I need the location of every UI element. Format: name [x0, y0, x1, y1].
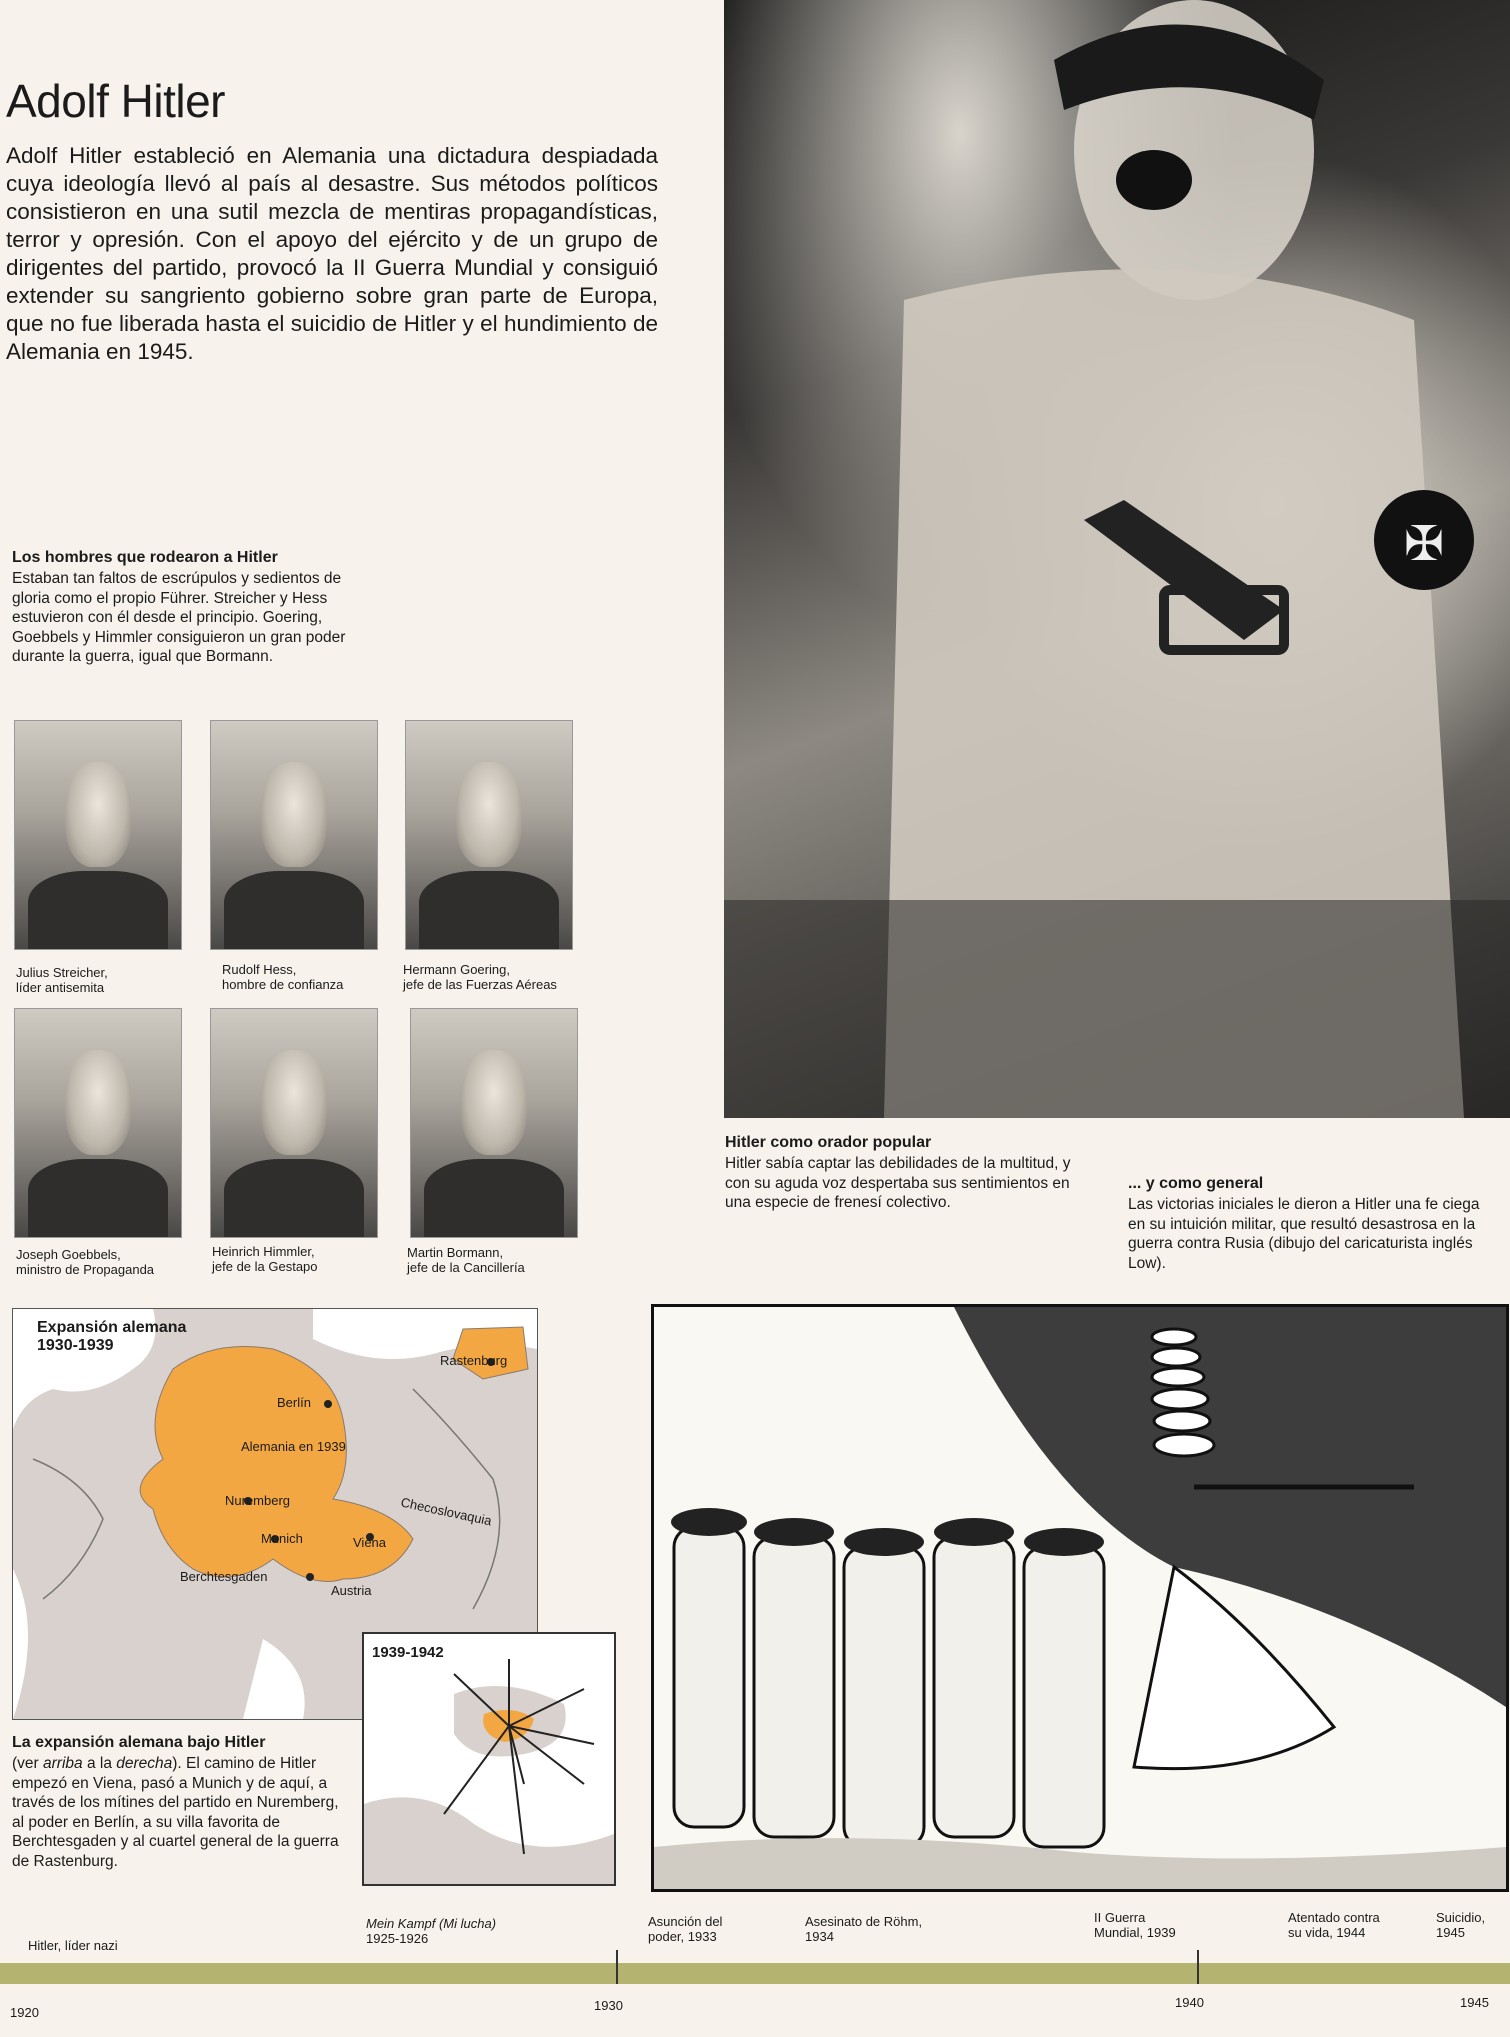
map-label-alemania: Alemania en 1939	[241, 1439, 346, 1454]
timeline-event: Asesinato de Röhm, 1934	[805, 1914, 923, 1944]
orator-caption-text: Hitler sabía captar las debilidades de la multitud, y con su aguda voz despertaba sus sentimientos en una especie de frenesí colectivo.	[725, 1155, 1071, 1211]
men-caption-title: Los hombres que rodearon a Hitler	[12, 549, 278, 566]
cartoon-low	[651, 1304, 1509, 1892]
timeline-year: 1920	[10, 2005, 39, 2020]
portrait-bormann	[410, 1008, 578, 1238]
timeline-year: 1930	[594, 1998, 623, 2013]
portrait-caption-himmler: Heinrich Himmler, jefe de la Gestapo	[212, 1244, 318, 1274]
map-label-berlin: Berlín	[277, 1395, 311, 1410]
portrait-caption-streicher: Julius Streicher, líder antisemita	[16, 965, 108, 995]
portrait-goebbels	[14, 1008, 182, 1238]
timeline-event: Hitler, líder nazi	[28, 1938, 118, 1953]
inset-map-svg	[364, 1634, 614, 1884]
orator-photo	[724, 0, 1510, 1118]
portrait-streicher	[14, 720, 182, 950]
general-caption-title: ... y como general	[1128, 1175, 1264, 1192]
timeline-tick-1930	[616, 1950, 618, 1984]
map-label-munich: Munich	[261, 1531, 303, 1546]
orator-photo-sketch	[724, 0, 1510, 1118]
timeline-tick-1940	[1197, 1950, 1199, 1984]
timeline-year: 1940	[1175, 1995, 1204, 2010]
timeline-event: Mein Kampf (Mi lucha) 1925-1926	[366, 1916, 497, 1946]
men-caption-text: Estaban tan faltos de escrúpulos y sedientos de gloria como el propio Führer. Streicher y Hess estuvieron con él desde el principio. Goering, Goebbels y Himmler consiguieron un gran poder durante la guerra, igual que Bormann.	[12, 570, 346, 665]
timeline-year: 1945	[1460, 1995, 1489, 2010]
timeline-bar	[0, 1963, 1510, 1984]
expansion-caption-title: La expansión alemana bajo Hitler	[12, 1734, 266, 1751]
map-label-checoslovaquia: Checoslovaquia	[399, 1494, 494, 1529]
timeline-event: Suicidio, 1945	[1436, 1910, 1486, 1940]
expansion-caption-text: (ver arriba a la derecha). El camino de Hitler empezó en Viena, pasó a Munich y de aquí, a través de los mítines del partido en Nuremberg, al poder en Berlín, a su villa favorita de Berchtesgaden y al cuartel general de la guerra de Rastenburg.	[12, 1755, 339, 1870]
timeline-event: Atentado contra su vida, 1944	[1288, 1910, 1380, 1940]
portrait-himmler	[210, 1008, 378, 1238]
map-label-viena: Viena	[353, 1535, 387, 1550]
map-label-rastenburg: Rastenburg	[440, 1353, 508, 1368]
portrait-caption-bormann: Martin Bormann, jefe de la Cancillería	[407, 1245, 525, 1275]
map-label-nuremberg: Nuremberg	[225, 1493, 291, 1508]
inset-map	[362, 1632, 616, 1886]
svg-text:✠: ✠	[1404, 516, 1445, 572]
inset-map-title: 1939-1942	[372, 1644, 444, 1661]
timeline-event: Asunción del poder, 1933	[648, 1914, 723, 1944]
portrait-caption-goebbels: Joseph Goebbels, ministro de Propaganda	[16, 1247, 155, 1277]
timeline-event: II Guerra Mundial, 1939	[1094, 1910, 1176, 1940]
orator-caption-title: Hitler como orador popular	[725, 1134, 932, 1151]
page-title: Adolf Hitler	[6, 75, 225, 127]
general-caption-text: Las victorias iniciales le dieron a Hitler una fe ciega en su intuición militar, que resultó desastrosa en la guerra contra Rusia (dibujo del caricaturista inglés Low).	[1128, 1196, 1480, 1272]
map-title: Expansión alemana 1930-1939	[37, 1319, 187, 1354]
portrait-caption-hess: Rudolf Hess, hombre de confianza	[222, 962, 344, 992]
map-label-austria: Austria	[331, 1583, 372, 1598]
portrait-hess	[210, 720, 378, 950]
lead-paragraph: Adolf Hitler estableció en Alemania una dictadura despiadada cuya ideología llevó al país al desastre. Sus métodos políticos consistieron en una sutil mezcla de mentiras propagandísticas, terror y opresión. Con el apoyo del ejército y de un grupo de dirigentes del partido, provocó la II Guerra Mundial y consiguió extender su sangriento gobierno sobre gran parte de Europa, que no fue liberada hasta el suicidio de Hitler y el hundimiento de Alemania en 1945.	[6, 143, 658, 364]
map-label-berchtesgaden: Berchtesgaden	[180, 1569, 268, 1584]
portrait-caption-goering: Hermann Goering, jefe de las Fuerzas Aéreas	[403, 962, 557, 992]
cartoon-svg	[654, 1307, 1506, 1889]
portrait-goering	[405, 720, 573, 950]
